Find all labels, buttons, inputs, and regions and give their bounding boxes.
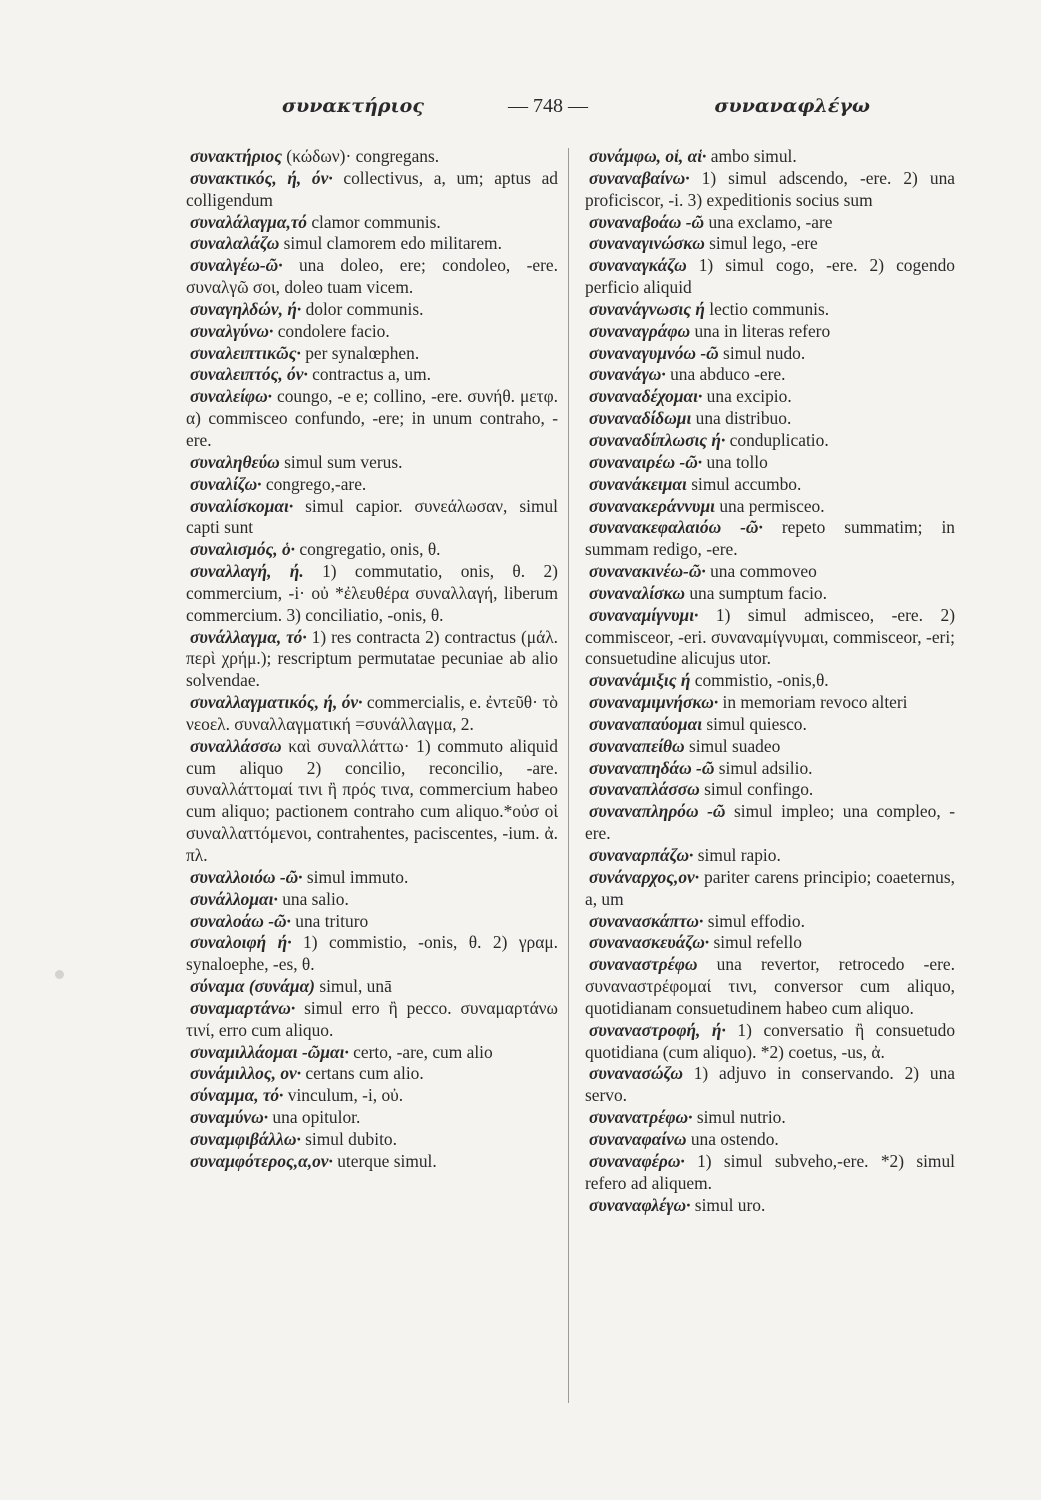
dictionary-entry <box>186 889 558 911</box>
dictionary-entry <box>585 343 955 365</box>
entry-definition: simul capior. συνεάλωσαν, simul capti sunt <box>186 495 558 538</box>
entry-headword: συναναγινώσκω <box>589 233 705 254</box>
entry-definition: 1) simul subveho,-ere. *2) simul refero ad aliquem. <box>585 1150 955 1193</box>
entry-headword: συνανατρέφω· <box>589 1107 693 1128</box>
entry-definition: καὶ συναλλάττω· 1) commuto aliquid cum aliquo 2) concilio, reconcilio, -are. συναλλάττομαί τινι ἢ πρός τινα, commercium habeo cum aliquo; pactionem contraho cum aliquo.*οὐσ οἱ συναλλαττόμενοι, contrahentes, paciscentes, -ium. ἀ. πλ. <box>186 735 558 865</box>
entry-headword: συναλάλαγμα,τό <box>190 211 307 232</box>
entry-headword: συνακτήριος <box>190 146 282 166</box>
dictionary-entry <box>186 299 558 321</box>
entry-definition: una exclamo, -are <box>704 211 833 232</box>
entry-definition: simul accumbo. <box>686 473 802 494</box>
dictionary-entry <box>186 146 558 168</box>
entry-headword: συναναπείθω <box>589 735 685 756</box>
entry-headword: συνανάκειμαι <box>589 473 687 494</box>
dictionary-entry <box>585 408 955 430</box>
entry-definition: simul uro. <box>690 1194 766 1215</box>
dictionary-entry <box>186 321 558 343</box>
dictionary-entry <box>585 911 955 933</box>
entry-headword: συναναφέρω· <box>589 1150 685 1171</box>
entry-headword: συναναγυμνόω -ῶ <box>589 342 719 363</box>
dictionary-entry <box>585 845 955 867</box>
entry-definition: simul refello <box>709 932 802 953</box>
dictionary-entry <box>186 1151 558 1173</box>
entry-headword: συναλισμός, ὁ· <box>190 539 296 560</box>
entry-headword: συναμφότερος,α,ον· <box>190 1150 333 1171</box>
entry-definition: simul erro ἢ pecco. συναμαρτάνω τινί, erro cum aliquo. <box>186 997 558 1040</box>
entry-headword: συναναλίσκω <box>589 582 685 603</box>
entry-definition: simul dubito. <box>300 1128 397 1149</box>
dictionary-entry <box>585 605 955 671</box>
dictionary-entry <box>585 1107 955 1129</box>
entry-definition: dolor communis. <box>301 298 424 319</box>
entry-definition: coungo, -e e; collino, -ere. συνήθ. μετφ. α) commisceo confundo, -ere; in unum contraho, -ere. <box>186 386 558 450</box>
entry-headword: συναναπαύομαι <box>589 713 703 734</box>
dictionary-entry <box>585 168 955 212</box>
entry-headword: συνανάγω· <box>589 364 666 385</box>
entry-definition: simul nutrio. <box>692 1107 786 1128</box>
entry-headword: συναναγράφω <box>589 320 691 341</box>
entry-definition: contractus a, um. <box>307 364 431 385</box>
entry-definition: una opitulor. <box>268 1107 361 1128</box>
entry-headword: συναμιλλάομαι -ῶμαι· <box>190 1041 349 1062</box>
dictionary-entry <box>186 1107 558 1129</box>
dictionary-entry <box>186 627 558 693</box>
right-column <box>585 146 955 1216</box>
entry-headword: συναλειπτικῶς· <box>190 342 301 363</box>
dictionary-entry <box>585 670 955 692</box>
dictionary-entry <box>186 539 558 561</box>
entry-headword: συναλγέω-ῶ· <box>190 255 283 276</box>
entry-definition: lectio communis. <box>704 298 830 319</box>
entry-headword: συναναφλέγω· <box>589 1194 691 1215</box>
entry-definition: collectivus, a, um; aptus ad colligendum <box>186 167 558 210</box>
entry-definition: simul effodio. <box>703 910 805 931</box>
dictionary-entry <box>186 976 558 998</box>
entry-headword: συνανακεράννυμι <box>589 495 715 516</box>
entry-headword: συνάμιλλος, ον· <box>190 1063 302 1084</box>
dictionary-entry <box>585 867 955 911</box>
entry-headword: συναναμίγνυμι· <box>589 604 699 625</box>
dictionary-entry <box>186 474 558 496</box>
dictionary-entry <box>585 561 955 583</box>
entry-headword: σύναμα (συνάμα) <box>190 976 315 997</box>
dictionary-entry <box>186 692 558 736</box>
entry-definition: 1) simul admisceo, -ere. 2) commisceor, -eri. συναναμίγνυμαι, commisceor, -eri; consuetudine alicujus utor. <box>585 604 955 669</box>
dictionary-entry <box>585 736 955 758</box>
entry-headword: συναναδίδωμι <box>589 408 692 429</box>
entry-headword: συναναιρέω -ῶ· <box>589 451 703 472</box>
entry-headword: συναλλάσσω <box>190 735 282 756</box>
entry-headword: συναλγύνω· <box>190 320 274 341</box>
entry-headword: συνανάγνωσις ή <box>589 298 705 319</box>
entry-definition: clamor communis. <box>306 211 441 232</box>
dictionary-entry <box>186 233 558 255</box>
dictionary-entry <box>585 714 955 736</box>
entry-headword: συναναβοάω -ῶ <box>589 211 705 232</box>
entry-definition: simul adsilio. <box>714 757 813 778</box>
dictionary-entry <box>585 233 955 255</box>
entry-headword: συναλοάω -ῶ· <box>190 910 291 931</box>
dictionary-entry <box>585 1151 955 1195</box>
dictionary-entry <box>585 299 955 321</box>
entry-definition: repeto summatim; in summam redigo, -ere. <box>585 517 955 560</box>
dictionary-entry <box>186 998 558 1042</box>
entry-definition: 1) simul adscendo, -ere. 2) una proficiscor, -i. 3) expeditionis socius sum <box>585 167 955 210</box>
entry-definition: uterque simul. <box>332 1150 437 1171</box>
dictionary-entry <box>585 452 955 474</box>
entry-definition: simul lego, -ere <box>704 233 818 254</box>
dictionary-entry <box>186 1129 558 1151</box>
dictionary-entry <box>585 386 955 408</box>
entry-headword: συναλείφω· <box>190 386 273 407</box>
entry-definition: simul immuto. <box>302 866 409 887</box>
entry-definition: condolere facio. <box>273 320 390 341</box>
dictionary-entry <box>585 146 955 168</box>
entry-definition: 1) adjuvo in conservando. 2) una servo. <box>585 1063 955 1106</box>
entry-definition: (κώδων)· congregans. <box>281 146 440 166</box>
entry-definition: simul rapio. <box>693 845 781 865</box>
entry-definition: una trituro <box>290 910 369 931</box>
entry-headword: συνακτικός, ή, όν· <box>190 167 333 188</box>
dictionary-entry <box>186 867 558 889</box>
entry-definition: una commoveo <box>705 561 817 582</box>
entry-headword: συνανασκάπτω· <box>589 910 704 931</box>
dictionary-entry <box>585 758 955 780</box>
entry-definition: simul confingo. <box>699 779 814 800</box>
dictionary-entry <box>585 932 955 954</box>
dictionary-entry <box>186 561 558 627</box>
entry-headword: συνάναρχος,ον· <box>589 866 700 887</box>
entry-headword: συναγηλδών, ή· <box>190 298 302 319</box>
entry-definition: 1) res contracta 2) contractus (μάλ. περὶ χρήμ.); rescriptum permutatae pecuniae ab alio solvendae. <box>186 626 559 691</box>
entry-headword: συναλλαγή, ή. <box>190 561 304 582</box>
dictionary-entry <box>585 1195 955 1217</box>
entry-definition: una excipio. <box>702 386 792 407</box>
entry-headword: συνάμφω, οἱ, αἱ· <box>589 146 707 166</box>
entry-definition: simul nudo. <box>718 342 806 363</box>
dictionary-entry <box>186 212 558 234</box>
dictionary-entry <box>585 1129 955 1151</box>
entry-headword: συναλαλάζω <box>190 233 280 254</box>
entry-headword: συνάλλομαι· <box>190 888 278 909</box>
entry-definition: 1) conversatio ἢ consuetudo quotidiana (cum aliquo). *2) coetus, -us, ἀ. <box>585 1019 956 1062</box>
dictionary-entry <box>186 343 558 365</box>
entry-definition: commercialis, e. ἐντεῦθ· τὸ νεοελ. συναλλαγματική =συνάλλαγμα, 2. <box>186 692 558 734</box>
dictionary-entry <box>585 364 955 386</box>
header-left-guide-word: συνακτήριος <box>282 95 424 117</box>
entry-headword: συναναστρέφω <box>589 954 698 975</box>
dictionary-entry <box>186 496 558 540</box>
entry-definition: 1) commutatio, onis, θ. 2) commercium, -i· οὐ *ἐλευθέρα συναλλαγή, liberum commercium. 3) conciliatio, -onis, θ. <box>186 561 558 625</box>
entry-definition: una tollo <box>702 451 768 472</box>
header-right-guide-word: συναναφλέγω <box>714 95 870 117</box>
entry-headword: συναναβαίνω· <box>589 167 690 188</box>
entry-headword: συναμαρτάνω· <box>190 997 296 1018</box>
entry-headword: συναναπηδάω -ῶ <box>589 757 715 778</box>
dictionary-entry <box>186 1063 558 1085</box>
entry-headword: συναλλαγματικός, ή, όν· <box>190 692 363 713</box>
entry-headword: συναληθεύω <box>190 451 280 472</box>
entry-definition: una sumptum facio. <box>684 582 827 603</box>
entry-headword: συναναρπάζω· <box>589 845 694 865</box>
entry-headword: συναμύνω· <box>190 1107 269 1128</box>
entry-headword: συναναμιμνήσκω· <box>589 692 719 713</box>
entry-definition: simul clamorem edo militarem. <box>279 233 502 254</box>
entry-definition: una doleo, ere; condoleo, -ere. συναλγῶ σοι, doleo tuam vicem. <box>186 255 558 298</box>
dictionary-entry <box>186 911 558 933</box>
entry-headword: συναλίσκομαι· <box>190 495 294 516</box>
dictionary-entry <box>585 474 955 496</box>
entry-headword: συναναδίπλωσις ή· <box>589 429 726 450</box>
entry-definition: vinculum, -i, οὐ. <box>283 1085 404 1106</box>
entry-headword: συναναπληρόω -ῶ <box>589 801 726 822</box>
entry-headword: συναλειπτός, όν· <box>190 364 308 385</box>
dictionary-entry <box>585 496 955 518</box>
dictionary-entry <box>585 1020 955 1064</box>
dictionary-entry <box>585 954 955 1020</box>
entry-headword: συναλοιφή ή· <box>190 932 292 953</box>
entry-definition: una distribuo. <box>691 408 792 429</box>
dictionary-entry <box>186 386 558 452</box>
dictionary-entry <box>585 801 955 845</box>
entry-headword: συναμφιβάλλω· <box>190 1128 301 1149</box>
dictionary-entry <box>186 1042 558 1064</box>
entry-definition: ambo simul. <box>706 146 797 166</box>
dictionary-entry <box>585 321 955 343</box>
entry-headword: συνανασώζω <box>589 1063 683 1084</box>
entry-definition: congrego,-are. <box>261 473 367 494</box>
dictionary-entry <box>186 932 558 976</box>
entry-definition: 1) commistio, -onis, θ. 2) γραμ. synaloephe, -es, θ. <box>186 932 558 975</box>
entry-definition: una in literas refero <box>690 320 831 341</box>
dictionary-entry <box>186 364 558 386</box>
dictionary-entry <box>186 452 558 474</box>
dictionary-entry <box>585 1063 955 1107</box>
entry-headword: συναναδέχομαι· <box>589 386 703 407</box>
entry-definition: una ostendo. <box>686 1128 779 1149</box>
dictionary-entry <box>585 255 955 299</box>
entry-headword: συναναστροφή, ή· <box>589 1019 726 1040</box>
entry-headword: συναλλοιόω -ῶ· <box>190 866 303 887</box>
entry-headword: συναναπλάσσω <box>589 779 700 800</box>
entry-definition: simul suadeo <box>684 735 781 756</box>
entry-definition: simul, unā <box>314 976 392 997</box>
entry-headword: συναναγκάζω <box>589 255 687 276</box>
entry-definition: in memoriam revoco alteri <box>718 692 908 713</box>
scan-speck <box>55 970 64 979</box>
entry-headword: συναναφαίνω <box>589 1128 687 1149</box>
dictionary-entry <box>186 736 558 867</box>
entry-definition: pariter carens principio; coaeternus, a, um <box>585 866 955 909</box>
entry-headword: συναλίζω· <box>190 473 262 494</box>
entry-definition: una permisceo. <box>714 495 825 516</box>
dictionary-entry <box>585 583 955 605</box>
entry-definition: simul quiesco. <box>702 713 807 734</box>
entry-definition: congregatio, onis, θ. <box>295 539 441 560</box>
page-header <box>190 95 870 123</box>
entry-definition: commistio, -onis,θ. <box>690 670 829 691</box>
entry-headword: συνανακεφαλαιόω -ῶ· <box>589 517 763 538</box>
dictionary-entry <box>585 430 955 452</box>
entry-definition: 1) simul cogo, -ere. 2) cogendo perficio aliquid <box>585 255 955 298</box>
entry-headword: συνανακινέω-ῶ· <box>589 561 706 582</box>
dictionary-entry <box>186 1085 558 1107</box>
entry-headword: συνάλλαγμα, τό· <box>190 626 307 647</box>
entry-headword: σύναμμα, τό· <box>190 1085 284 1106</box>
entry-definition: certo, -are, cum alio <box>348 1041 493 1062</box>
left-column <box>186 146 558 1173</box>
entry-definition: una revertor, retrocedo -ere. συναναστρέφομαί τινι, conversor cum aliquo, quotidianam consuetudinem habeo cum aliquo. <box>585 954 955 1018</box>
column-divider <box>568 148 569 1403</box>
dictionary-entry <box>585 692 955 714</box>
entry-headword: συνανάμιξις ή <box>589 670 691 691</box>
entry-definition: una salio. <box>277 888 349 909</box>
dictionary-entry <box>186 168 558 212</box>
dictionary-entry <box>585 779 955 801</box>
entry-definition: certans cum alio. <box>301 1063 424 1084</box>
entry-definition: una abduco -ere. <box>665 364 786 385</box>
entry-definition: simul sum verus. <box>279 451 403 472</box>
entry-definition: conduplicatio. <box>725 429 829 450</box>
dictionary-entry <box>186 255 558 299</box>
page-number: — 748 — <box>508 95 588 117</box>
dictionary-entry <box>585 212 955 234</box>
entry-definition: per synalœphen. <box>300 342 420 363</box>
entry-headword: συνανασκευάζω· <box>589 932 710 953</box>
entry-definition: simul impleo; una compleo, -ere. <box>585 801 955 844</box>
dictionary-entry <box>585 517 955 561</box>
